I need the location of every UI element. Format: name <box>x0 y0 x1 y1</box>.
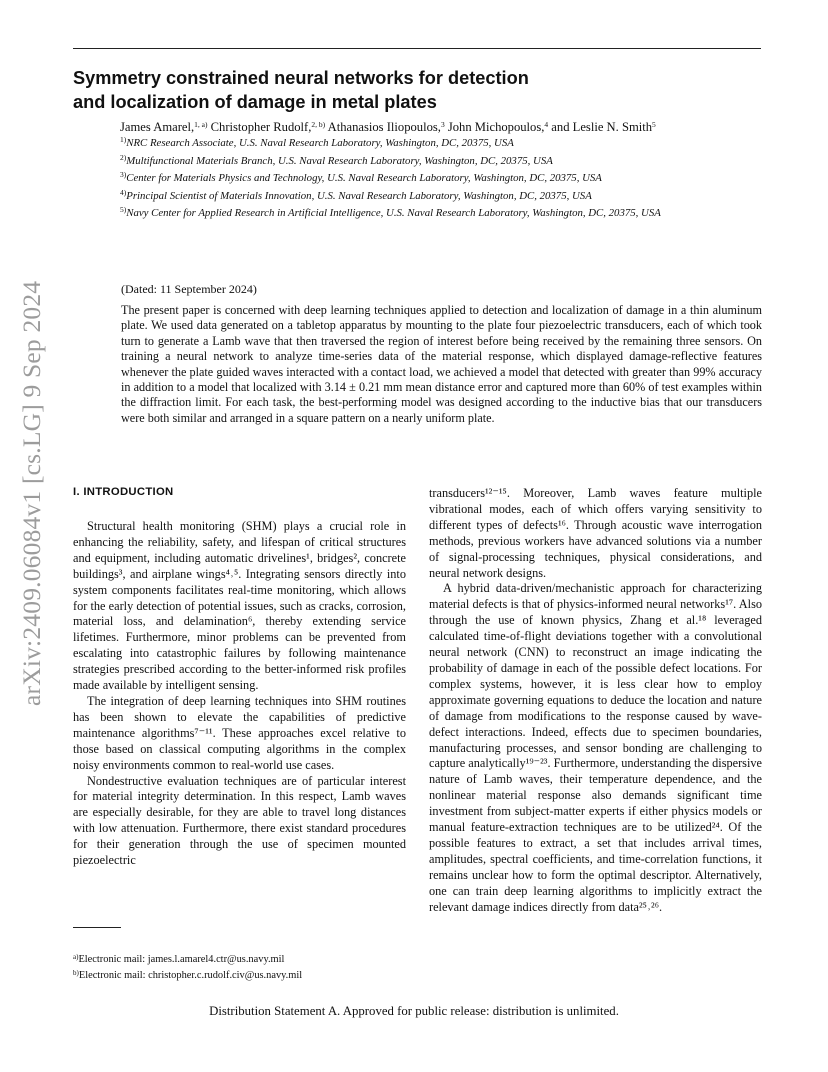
right-column <box>429 486 762 915</box>
affiliation-sup: 3) <box>120 170 127 180</box>
author-name: and Leslie N. Smith <box>548 120 653 134</box>
author-name: Christopher Rudolf, <box>207 120 312 134</box>
author-name: Athanasios Iliopoulos, <box>325 120 441 134</box>
body-paragraph: The integration of deep learning techniques into SHM routines has been shown to elevate the capabilities of predictive maintenance algorithms⁷⁻¹¹. These approaches excel relative to those based on classical computing algorithms in the complex noisy environments common to real-world use cases. <box>73 693 406 772</box>
author-name: John Michopoulos, <box>444 120 545 134</box>
body-paragraph: A hybrid data-driven/mechanistic approach for characterizing material defects is that of physics-informed neural networks¹⁷. Also through the use of known physics, Zhang et al.¹⁸ leveraged calculated time-of-flight deviations together with a convolutional neural network (CNN) to reconstruct an image indicating the probability of damage in each of the possible defect locations. For complex systems, however, it is less clear how to employ approximate governing equations to deduce the location and nature of damage from modifications to the response caused by wave-defect interactions. Indeed, effects due to specimen boundaries, manufacturing processes, and sensor bonding are challenging to capture analytically¹⁹⁻²³. Furthermore, understanding the dispersive nature of Lamb waves, their temperature dependence, and the nonlinear material response also demands significant time investment from subject-matter experts if either physics models or manual feature-extraction techniques are to be utilized²⁴. Of the possible features to extract, a set that includes arrival times, amplitudes, spectral coefficients, and time-correlation functions, it remains unclear how to form the optimal descriptor. Alternatively, one can train deep learning algorithms to implicitly extract the relevant damage indices directly from data²⁵˒²⁶. <box>429 581 762 914</box>
affiliation <box>120 203 760 221</box>
abstract: The present paper is concerned with deep learning techniques applied to detection and localization of damage in a thin aluminum plate. We used data generated on a tabletop apparatus by mounting to the plate four piezoelectric transducers, each of which took turn to generate a Lamb wave that then traversed the region of interest before being received by the remaining three sensors. On training a neural network to analyze time-series data of the material response, which displayed damage-reflective features whenever the plate guided waves interacted with a contact load, we achieved a model that detected with greater than 99% accuracy in addition to a model that localized with 3.14 ± 0.21 mm mean distance error and captured more than 60% of test examples within the diffraction limit. For each task, the best-performing model was designed according to the inductive bias that our transducers were both similar and arranged in a square pattern on a nearly uniform plate. <box>121 303 762 425</box>
affiliation-sup: 4) <box>120 187 127 197</box>
author-sup: 1, a) <box>194 120 208 129</box>
footnote <box>73 951 302 967</box>
body-paragraph: transducers¹²⁻¹⁵. Moreover, Lamb waves feature multiple vibrational modes, each of which offers varying sensitivity to different types of defects¹⁶. Through acoustic wave interrogation methods, previous workers have advanced solutions via a number of signal-processing techniques, physical considerations, and neural network designs. <box>429 486 762 580</box>
title-line-2: and localization of damage in metal plates <box>73 92 437 112</box>
body-paragraph: Nondestructive evaluation techniques are of particular interest for material integrity determination. In this respect, Lamb waves are especially desirable, for they are able to travel long distances with low attenuation. Furthermore, there exist standard procedures for their generation through the use of specimen mounted piezoelectric <box>73 773 406 868</box>
affiliation <box>120 168 760 186</box>
distribution-statement: Distribution Statement A. Approved for public release: distribution is unlimited. <box>209 1004 619 1018</box>
title-line-1: Symmetry constrained neural networks for detection <box>73 68 529 88</box>
affiliation-text: NRC Research Associate, U.S. Naval Research Laboratory, Washington, DC, 20375, USA <box>126 137 514 149</box>
footnote <box>73 967 302 983</box>
affiliation <box>120 186 760 204</box>
affiliation-text: Multifunctional Materials Branch, U.S. Naval Research Laboratory, Washington, DC, 20375, USA <box>126 154 553 167</box>
footnote-text: Electronic mail: christopher.c.rudolf.civ@us.navy.mil <box>78 969 303 981</box>
author-sup: 5 <box>652 120 656 129</box>
footnote-sup: a) <box>73 953 79 961</box>
body-paragraph: Structural health monitoring (SHM) plays a crucial role in enhancing the reliability, safety, and lifespan of critical structures and equipment, including automatic drivelines¹, bridges², concrete buildings³, and airplane wings⁴˒⁵. Integrating sensors directly into system components facilitates real-time monitoring, which allows for the early detection of potential issues, such as cracks, corrosion, material loss, and delamination⁶, thereby extending service lifetimes. Furthermore, minor problems can be prevented from escalating into catastrophic failures by following maintenance strategies prescribed according to the better-informed risk profiles made available by intelligent sensing. <box>73 519 406 693</box>
paper-title <box>73 66 773 114</box>
affiliation-sup: 1) <box>120 135 127 144</box>
footnotes <box>73 951 302 982</box>
affiliation-sup: 2) <box>120 152 127 162</box>
footnote-sup: b) <box>73 968 79 977</box>
author-name: James Amarel, <box>120 120 195 134</box>
footnote-text: Electronic mail: james.l.amarel4.ctr@us.navy.mil <box>78 954 285 965</box>
author-sup: 4 <box>544 120 549 129</box>
section-heading: I. INTRODUCTION <box>73 486 174 498</box>
affiliation <box>120 133 760 151</box>
footnote-rule <box>73 927 121 928</box>
author-sup: 2, b) <box>311 120 326 129</box>
arxiv-identifier: arXiv:2409.06084v1 [cs.LG] 9 Sep 2024 <box>17 280 46 706</box>
affiliation-text: Center for Materials Physics and Technology, U.S. Naval Research Laboratory, Washington, DC, 20375, USA <box>126 172 602 185</box>
top-rule <box>73 48 761 49</box>
dated-line: (Dated: 11 September 2024) <box>121 282 257 296</box>
affiliation <box>120 151 760 169</box>
left-column <box>73 484 406 869</box>
author-sup: 3 <box>440 120 445 129</box>
affiliation-text: Principal Scientist of Materials Innovation, U.S. Naval Research Laboratory, Washington, DC, 20375, USA <box>126 189 592 202</box>
affiliation-text: Navy Center for Applied Research in Artificial Intelligence, U.S. Naval Research Laboratory, Washington, DC, 20375, USA <box>126 207 661 220</box>
affiliation-list <box>120 133 760 221</box>
affiliation-sup: 5) <box>120 205 127 215</box>
